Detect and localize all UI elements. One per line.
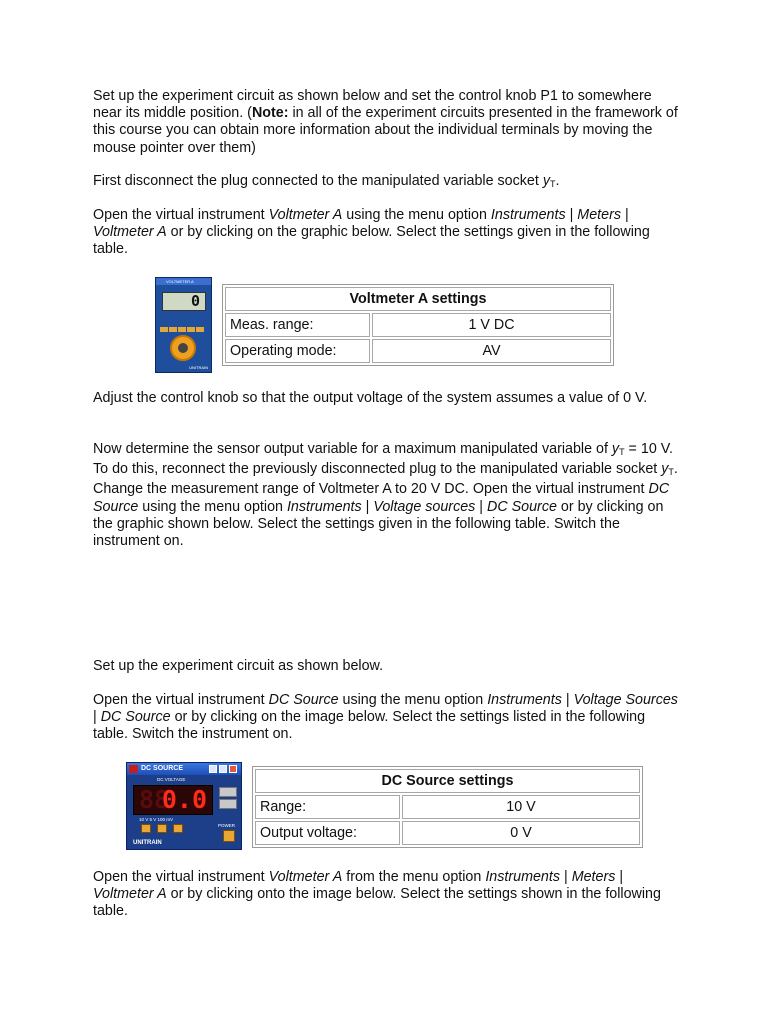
table-row xyxy=(255,795,640,819)
dc-source-reading: 0.0 xyxy=(161,785,207,814)
paragraph-disconnect-plug xyxy=(93,173,683,193)
menu-voltage-sources: Voltage sources xyxy=(373,498,476,515)
table-row xyxy=(255,821,640,845)
voltmeter-settings-table xyxy=(222,284,614,366)
increase-button-icon xyxy=(219,787,237,797)
text: from the menu option xyxy=(342,869,486,885)
text: Adjust the control knob so that the output voltage of the system assumes a value of 0 V. xyxy=(93,390,648,406)
power-label: POWER xyxy=(218,823,236,828)
instrument-name: Voltmeter A xyxy=(268,207,343,223)
variable-y: y xyxy=(542,173,550,189)
menu-meters: Meters xyxy=(571,869,616,885)
row-value: 10 V xyxy=(402,795,640,819)
text: . Change the measurement range of Voltmeter A to 20 V DC. Open the virtual instrument xyxy=(93,461,678,498)
menu-dc-source: DC Source xyxy=(487,498,557,515)
paragraph-open-voltmeter-2 xyxy=(93,869,683,921)
subscript: T xyxy=(549,179,556,189)
row-label: Operating mode: xyxy=(225,339,370,363)
table-header: Voltmeter A settings xyxy=(225,287,611,311)
text: or by clicking on the graphic shown below. Select the settings given in the following table. Switch the instrument on. xyxy=(93,498,664,550)
separator: | xyxy=(615,869,624,885)
paragraph-open-dc-source xyxy=(93,692,683,744)
text: Now determine the sensor output variable for a maximum manipulated variable of xyxy=(93,441,612,457)
text: using the menu option xyxy=(138,498,287,515)
range-labels: 10 V 5 V 100 mV xyxy=(139,817,174,822)
text: = 10 V. To do this, reconnect the previously disconnected plug to the manipulated variable socket xyxy=(93,441,673,478)
dc-source-graphic[interactable] xyxy=(126,762,242,850)
note-label: Note: xyxy=(251,105,289,122)
instrument-name: DC Source xyxy=(93,481,670,515)
text: Set up the experiment circuit as shown below. xyxy=(93,658,384,674)
brand-logo: UNITRAIN xyxy=(133,840,162,846)
voltmeter-keys xyxy=(160,319,206,325)
table-header: DC Source settings xyxy=(255,769,640,793)
paragraph-setup-circuit xyxy=(93,658,683,675)
menu-dc-source: DC Source xyxy=(100,709,171,726)
variable-y: y xyxy=(661,461,669,478)
power-button-icon xyxy=(223,830,235,842)
text: Open the virtual instrument xyxy=(93,692,269,708)
separator: | xyxy=(475,498,487,515)
variable-y: y xyxy=(611,441,620,457)
range-button-icon xyxy=(173,824,183,833)
range-dial-icon xyxy=(170,335,196,361)
voltmeter-a-graphic[interactable] xyxy=(155,277,212,373)
menu-instruments: Instruments xyxy=(487,692,562,708)
menu-voltmeter-a: Voltmeter A xyxy=(93,224,167,241)
dc-source-settings-table xyxy=(252,766,643,848)
row-value: 1 V DC xyxy=(372,313,611,337)
separator: | xyxy=(561,692,574,708)
brand-logo: UNITRAIN xyxy=(189,365,208,370)
menu-instruments: Instruments xyxy=(490,207,566,223)
row-label: Meas. range: xyxy=(225,313,370,337)
voltmeter-reading: 0 xyxy=(190,292,200,310)
menu-meters: Meters xyxy=(577,207,621,223)
text: or by clicking on the image below. Select the settings listed in the following table. Switch the instrument on. xyxy=(93,709,646,743)
dc-source-display xyxy=(133,785,213,815)
text: or by clicking on the graphic below. Select the settings given in the following table. xyxy=(93,224,650,258)
row-label: Range: xyxy=(255,795,400,819)
minimize-icon xyxy=(209,765,217,773)
row-value: AV xyxy=(372,339,611,363)
text: . xyxy=(555,173,560,189)
menu-instruments: Instruments xyxy=(485,869,561,885)
voltmeter-titlebar xyxy=(156,278,211,285)
display-ghost-digits: 88 xyxy=(139,785,170,814)
text: using the menu option xyxy=(338,692,488,708)
instrument-name: DC Source xyxy=(268,692,339,708)
separator: | xyxy=(361,498,374,515)
voltmeter-title: VOLTMETER A xyxy=(166,279,194,284)
dc-source-title: DC SOURCE xyxy=(141,765,184,772)
close-icon xyxy=(229,765,237,773)
separator: | xyxy=(560,869,572,885)
table-row xyxy=(225,313,611,337)
menu-voltmeter-a: Voltmeter A xyxy=(93,886,167,903)
separator: | xyxy=(93,709,101,726)
subscript: T xyxy=(668,467,674,478)
paragraph-open-voltmeter xyxy=(93,207,683,259)
subscript: T xyxy=(619,447,625,457)
app-logo-icon xyxy=(129,765,138,773)
range-button-icon xyxy=(141,824,151,833)
row-label: Output voltage: xyxy=(255,821,400,845)
text: or by clicking onto the image below. Select the settings shown in the following table. xyxy=(93,886,661,920)
maximize-icon xyxy=(219,765,227,773)
text: First disconnect the plug connected to the manipulated variable socket xyxy=(93,173,543,189)
separator: | xyxy=(620,207,629,223)
voltmeter-display xyxy=(162,292,206,311)
paragraph-determine-sensor-output xyxy=(93,441,683,550)
dc-source-titlebar xyxy=(127,763,241,775)
decrease-button-icon xyxy=(219,799,237,809)
text: Set up the experiment circuit as shown below and set the control knob P1 to somewhere near its middle position. ( xyxy=(93,88,652,122)
paragraph-setup-circuit-p1 xyxy=(93,88,683,157)
dc-voltage-label: DC VOLTAGE xyxy=(157,777,186,782)
range-button-icon xyxy=(157,824,167,833)
instrument-name: Voltmeter A xyxy=(268,869,343,885)
paragraph-adjust-knob xyxy=(93,390,683,407)
separator: | xyxy=(565,207,578,223)
menu-instruments: Instruments xyxy=(286,498,362,515)
row-value: 0 V xyxy=(402,821,640,845)
menu-voltage-sources: Voltage Sources xyxy=(573,692,678,708)
text: Open the virtual instrument xyxy=(93,869,269,885)
table-row xyxy=(225,339,611,363)
text: Open the virtual instrument xyxy=(93,207,269,223)
text: using the menu option xyxy=(342,207,491,223)
text: in all of the experiment circuits presented in the framework of this course you can obtain more information about the individual terminals by moving the mouse pointer over them) xyxy=(93,105,678,156)
